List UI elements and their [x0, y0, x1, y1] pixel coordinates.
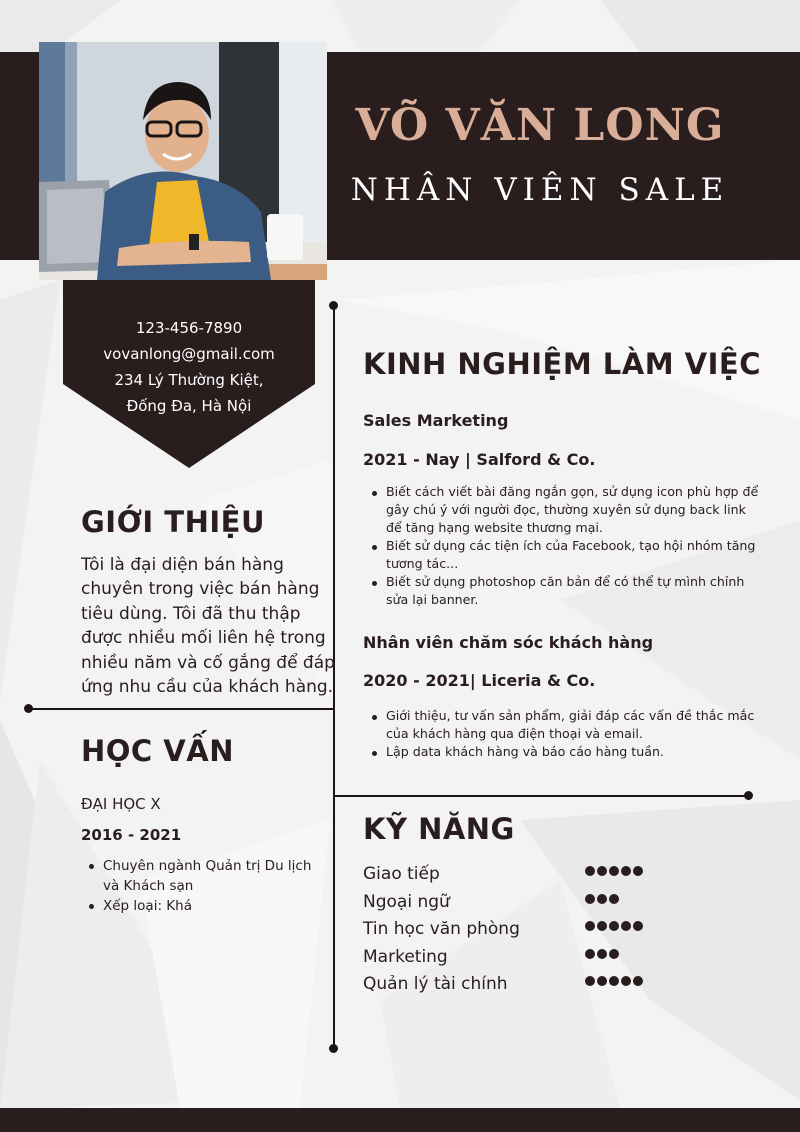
list-item: Biết sử dụng photoshop căn bản để có thể tự mình chỉnh sửa lại banner.	[368, 573, 760, 609]
education-years: 2016 - 2021	[81, 826, 182, 844]
skill-dot	[609, 866, 619, 876]
skills-list	[363, 862, 663, 1000]
job-period: 2021 - Nay | Salford & Co.	[363, 450, 596, 469]
job-period: 2020 - 2021| Liceria & Co.	[363, 671, 596, 690]
job-title: Nhân viên chăm sóc khách hàng	[363, 633, 654, 652]
skill-row	[363, 945, 663, 973]
experience-heading: KINH NGHIỆM LÀM VIỆC	[363, 347, 762, 381]
skill-name: Giao tiếp	[363, 864, 440, 884]
intro-line: nhiều năm và cố gắng để đáp	[81, 652, 335, 673]
skill-dot	[597, 949, 607, 959]
address-line-2: Đống Đa, Hà Nội	[126, 397, 252, 415]
divider-dot	[24, 704, 33, 713]
job-duties	[368, 707, 760, 761]
skill-dot	[597, 894, 607, 904]
skill-level-dots	[585, 866, 643, 880]
skill-level-dots	[585, 921, 643, 935]
divider-dot	[329, 301, 338, 310]
skill-name: Marketing	[363, 946, 448, 967]
address-line-1: 234 Lý Thường Kiệt,	[114, 371, 264, 389]
skill-level-dots	[585, 949, 619, 963]
skill-dot	[621, 866, 631, 876]
skill-dot	[597, 976, 607, 986]
skill-level-dots	[585, 894, 619, 908]
skill-dot	[597, 866, 607, 876]
skill-dot	[597, 921, 607, 931]
job-title: Sales Marketing	[363, 411, 509, 430]
list-item: Biết sử dụng các tiện ích của Facebook, tạo hội nhóm tăng tương tác...	[368, 537, 760, 573]
left-horizontal-divider	[28, 708, 334, 710]
education-school: ĐẠI HỌC X	[81, 795, 161, 813]
skill-dot	[585, 866, 595, 876]
skill-dot	[609, 949, 619, 959]
intro-line: chuyên trong việc bán hàng	[81, 579, 320, 600]
intro-text	[81, 553, 336, 699]
intro-line: tiêu dùng. Tôi đã thu thập	[81, 603, 301, 624]
skill-dot	[585, 894, 595, 904]
skill-dot	[585, 976, 595, 986]
list-item: Biết cách viết bài đăng ngắn gọn, sử dụng icon phù hợp để gây chú ý với người đọc, thường xuyên sử dụng back link để tăng hạng website thương mại.	[368, 483, 760, 537]
intro-line: ứng nhu cầu của khách hàng.	[81, 677, 334, 698]
skills-heading: KỸ NĂNG	[363, 812, 515, 846]
contact-info	[63, 315, 315, 419]
education-heading: HỌC VẤN	[81, 734, 234, 768]
skill-dot	[633, 866, 643, 876]
skill-name: Ngoại ngữ	[363, 891, 450, 912]
skill-row	[363, 917, 663, 945]
intro-line: được nhiều mối liên hệ trong	[81, 628, 326, 649]
skill-dot	[621, 921, 631, 931]
footer-band	[0, 1108, 800, 1132]
divider-dot	[744, 791, 753, 800]
list-item: Chuyên ngành Quản trị Du lịch và Khách sạn	[85, 856, 315, 896]
skill-dot	[621, 976, 631, 986]
candidate-name: VÕ VĂN LONG	[355, 100, 725, 151]
email-address: vovanlong@gmail.com	[103, 345, 275, 363]
skill-dot	[609, 921, 619, 931]
skill-dot	[585, 949, 595, 959]
education-details	[85, 856, 315, 916]
right-horizontal-divider	[334, 795, 748, 797]
skill-name: Tin học văn phòng	[363, 919, 520, 939]
skill-row	[363, 972, 663, 1000]
list-item: Giới thiệu, tư vấn sản phẩm, giải đáp các vấn đề thắc mắc của khách hàng qua điện thoại và email.	[368, 707, 760, 743]
skill-dot	[633, 976, 643, 986]
list-item: Lập data khách hàng và báo cáo hàng tuần.	[368, 743, 760, 761]
skill-row	[363, 862, 663, 890]
skill-dot	[609, 894, 619, 904]
skill-row	[363, 890, 663, 918]
intro-line: Tôi là đại diện bán hàng	[81, 555, 284, 575]
skill-dot	[609, 976, 619, 986]
intro-heading: GIỚI THIỆU	[81, 505, 266, 539]
divider-dot	[329, 1044, 338, 1053]
skill-dot	[585, 921, 595, 931]
profile-photo	[39, 42, 327, 280]
list-item: Xếp loại: Khá	[85, 896, 315, 916]
phone-number: 123-456-7890	[135, 319, 243, 337]
skill-dot	[633, 921, 643, 931]
skill-level-dots	[585, 976, 643, 990]
job-role: NHÂN VIÊN SALE	[350, 172, 730, 208]
skill-name: Quản lý tài chính	[363, 974, 508, 994]
job-duties	[368, 483, 760, 609]
